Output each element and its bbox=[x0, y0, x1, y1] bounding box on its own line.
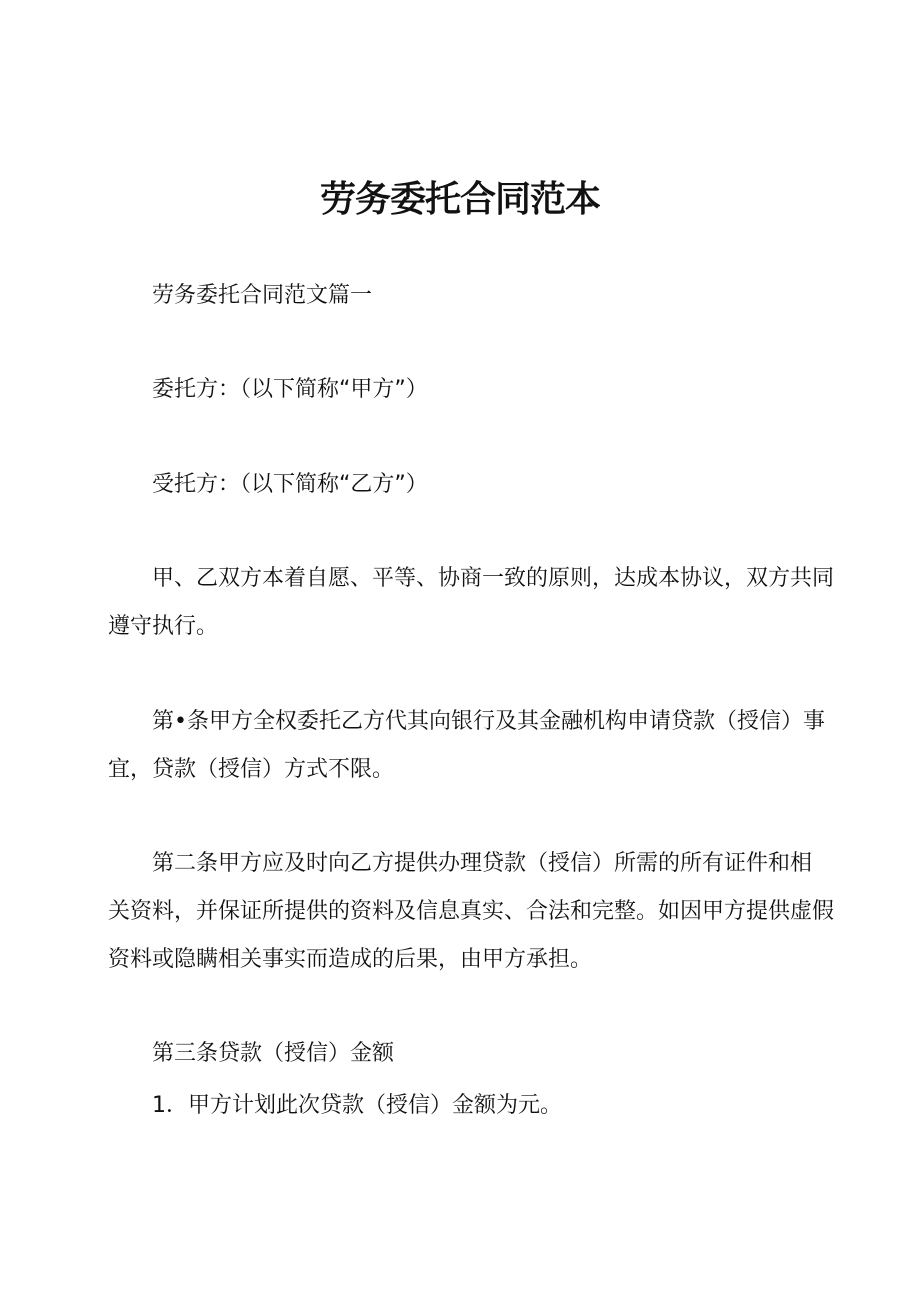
preamble-line: 遵守执行。 bbox=[108, 614, 219, 639]
article-3-heading: 第三条贷款（授信）金额 bbox=[152, 1041, 395, 1066]
article-2-line: 资料或隐瞒相关事实而造成的后果，由甲方承担。 bbox=[108, 947, 593, 972]
party-a-line: 委托方：（以下简称“甲方”） bbox=[152, 377, 428, 402]
article-1-line: 第•条甲方全权委托乙方代其向银行及其金融机构申请贷款（授信）事 bbox=[152, 709, 825, 734]
preamble-line: 甲、乙双方本着自愿、平等、协商一致的原则，达成本协议，双方共同 bbox=[152, 566, 835, 591]
article-2-line: 关资料，并保证所提供的资料及信息真实、合法和完整。如因甲方提供虚假 bbox=[108, 899, 835, 924]
preamble-paragraph bbox=[108, 555, 835, 651]
article-1-line: 宜，贷款（授信）方式不限。 bbox=[108, 757, 395, 782]
article-3-item-1: 1．甲方计划此次贷款（授信）金额为元。 bbox=[152, 1093, 562, 1118]
party-b-line: 受托方：（以下简称“乙方”） bbox=[152, 472, 428, 497]
subtitle: 劳务委托合同范文篇一 bbox=[152, 283, 373, 308]
document-title: 劳务委托合同范本 bbox=[319, 179, 600, 220]
article-2-line: 第二条甲方应及时向乙方提供办理贷款（授信）所需的所有证件和相 bbox=[152, 851, 813, 876]
article-2-paragraph bbox=[108, 840, 835, 984]
article-1-paragraph bbox=[108, 698, 825, 794]
